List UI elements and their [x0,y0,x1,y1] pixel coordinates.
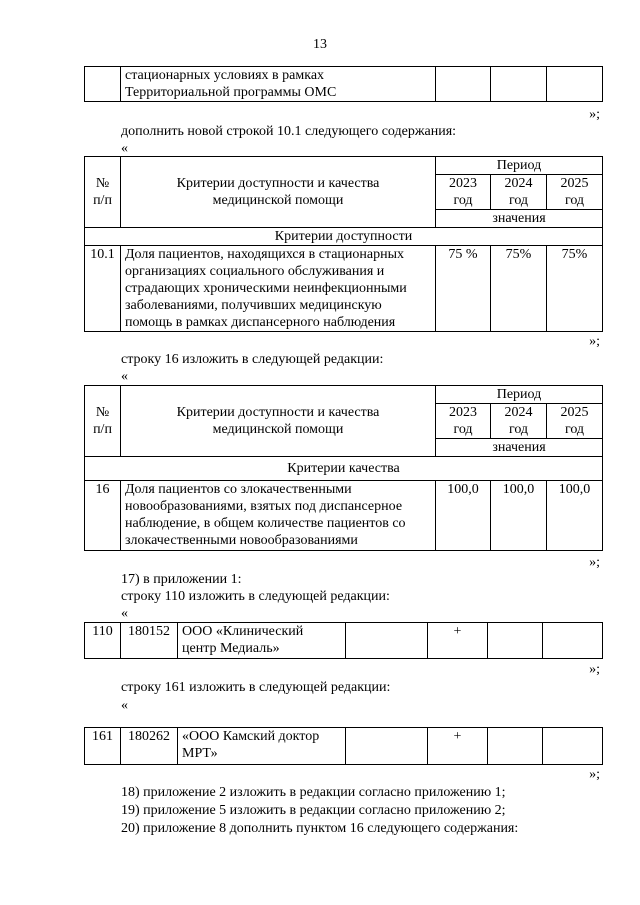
row-text [121,246,436,332]
header-number [85,386,121,457]
registry-table-161 [84,727,603,765]
year-word: год [508,193,529,208]
value-2025: 75% [547,246,603,332]
org-name-line: «ООО Камский доктор [182,729,320,744]
paragraph-161-intro: строку 161 изложить в следующей редакции: [121,680,391,695]
close-quote: »; [589,555,600,570]
row-text-line: Доля пациентов со злокачественными [125,482,352,497]
org-name-line: центр Медиаль» [182,641,280,656]
value-2025: 100,0 [547,481,603,551]
close-quote: »; [589,107,600,122]
year-word: год [508,422,529,437]
header-year-2023 [436,404,491,439]
row-text [121,67,436,102]
header-year-2024 [491,404,547,439]
row-text-line: Территориальной программы ОМС [125,85,337,100]
row-number: 161 [85,728,121,765]
org-name [178,623,346,659]
header-year-2023 [436,175,491,210]
header-period: Период [436,386,603,404]
org-name-line: МРТ» [182,746,218,761]
header-number-sign: № [95,405,110,420]
header-year-2024 [491,175,547,210]
cell-empty [346,728,428,765]
year-word: год [453,422,473,437]
row-text-line: новообразованиями, взятых под диспансерное [125,499,403,514]
value-2024: 75% [491,246,547,332]
value-2023: 75 % [436,246,491,332]
header-values: значения [436,439,603,457]
header-year-2025 [547,175,603,210]
header-criteria-line: Критерии доступности и качества [176,176,380,191]
year-value: 2025 [560,176,589,191]
year-word: год [564,422,585,437]
header-values: значения [436,210,603,228]
plus-mark: + [428,623,488,659]
row-text-line: организациях социального обслуживания и [125,264,385,279]
header-year-2025 [547,404,603,439]
cell-empty [491,67,547,102]
year-value: 2025 [560,405,589,420]
header-criteria [121,386,436,457]
cell-empty [436,67,491,102]
open-quote: « [121,698,128,713]
cell-empty [346,623,428,659]
section-title: Критерии качества [85,457,603,481]
header-period: Период [436,157,603,175]
cell-empty [547,67,603,102]
criteria-table-quality [84,385,603,551]
open-quote: « [121,606,128,621]
section-title: Критерии доступности [85,228,603,246]
header-criteria [121,157,436,228]
org-code: 180152 [121,623,178,659]
close-quote: »; [589,767,600,782]
paragraph-18: 18) приложение 2 изложить в редакции согласно приложению 1; [121,785,506,800]
paragraph-19: 19) приложение 5 изложить в редакции согласно приложению 2; [121,803,506,818]
cell-empty [85,67,121,102]
value-2024: 100,0 [491,481,547,551]
row-number: 110 [85,623,121,659]
cell-empty [488,728,543,765]
paragraph-20: 20) приложение 8 дополнить пунктом 16 следующего содержания: [121,821,519,836]
org-name [178,728,346,765]
row-text-line: наблюдение, в общем количестве пациентов со [125,516,406,531]
year-value: 2024 [504,405,533,420]
header-number [85,157,121,228]
criteria-table-availability [84,156,603,332]
org-name-line: ООО «Клинический [182,624,304,639]
year-value: 2023 [449,176,477,191]
cell-empty [543,728,603,765]
row-text-line: стационарных условиях в рамках [125,68,325,83]
header-number-abbr: п/п [93,422,112,437]
paragraph-16-intro: строку 16 изложить в следующей редакции: [121,352,384,367]
paragraph-17: 17) в приложении 1: [121,572,242,587]
close-quote: »; [589,334,600,349]
row-number: 10.1 [85,246,121,332]
row-text-line: помощь в рамках диспансерного наблюдения [125,315,396,330]
year-value: 2024 [504,176,533,191]
open-quote: « [121,141,128,156]
cell-empty [488,623,543,659]
row-text-line: злокачественными новообразованиями [125,533,358,548]
row-text-line: Доля пациентов, находящихся в стационарных [125,247,405,262]
header-number-sign: № [95,176,110,191]
value-2023: 100,0 [436,481,491,551]
header-criteria-line: медицинской помощи [212,193,344,208]
header-number-abbr: п/п [93,193,112,208]
plus-mark: + [428,728,488,765]
year-value: 2023 [449,405,477,420]
continuation-table [84,66,603,102]
org-code: 180262 [121,728,178,765]
paragraph-110-intro: строку 110 изложить в следующей редакции: [121,589,390,604]
registry-table-110 [84,622,603,659]
row-text-line: страдающих хроническими неинфекционными [125,281,407,296]
row-text [121,481,436,551]
year-word: год [453,193,473,208]
cell-empty [543,623,603,659]
row-number: 16 [85,481,121,551]
row-text-line: заболеваниями, получивших медицинскую [125,298,382,313]
open-quote: « [121,369,128,384]
year-word: год [564,193,585,208]
header-criteria-line: Критерии доступности и качества [176,405,380,420]
header-criteria-line: медицинской помощи [212,422,344,437]
close-quote: »; [589,662,600,677]
paragraph-10-1-intro: дополнить новой строкой 10.1 следующего содержания: [121,124,457,139]
page-number: 13 [313,37,327,52]
